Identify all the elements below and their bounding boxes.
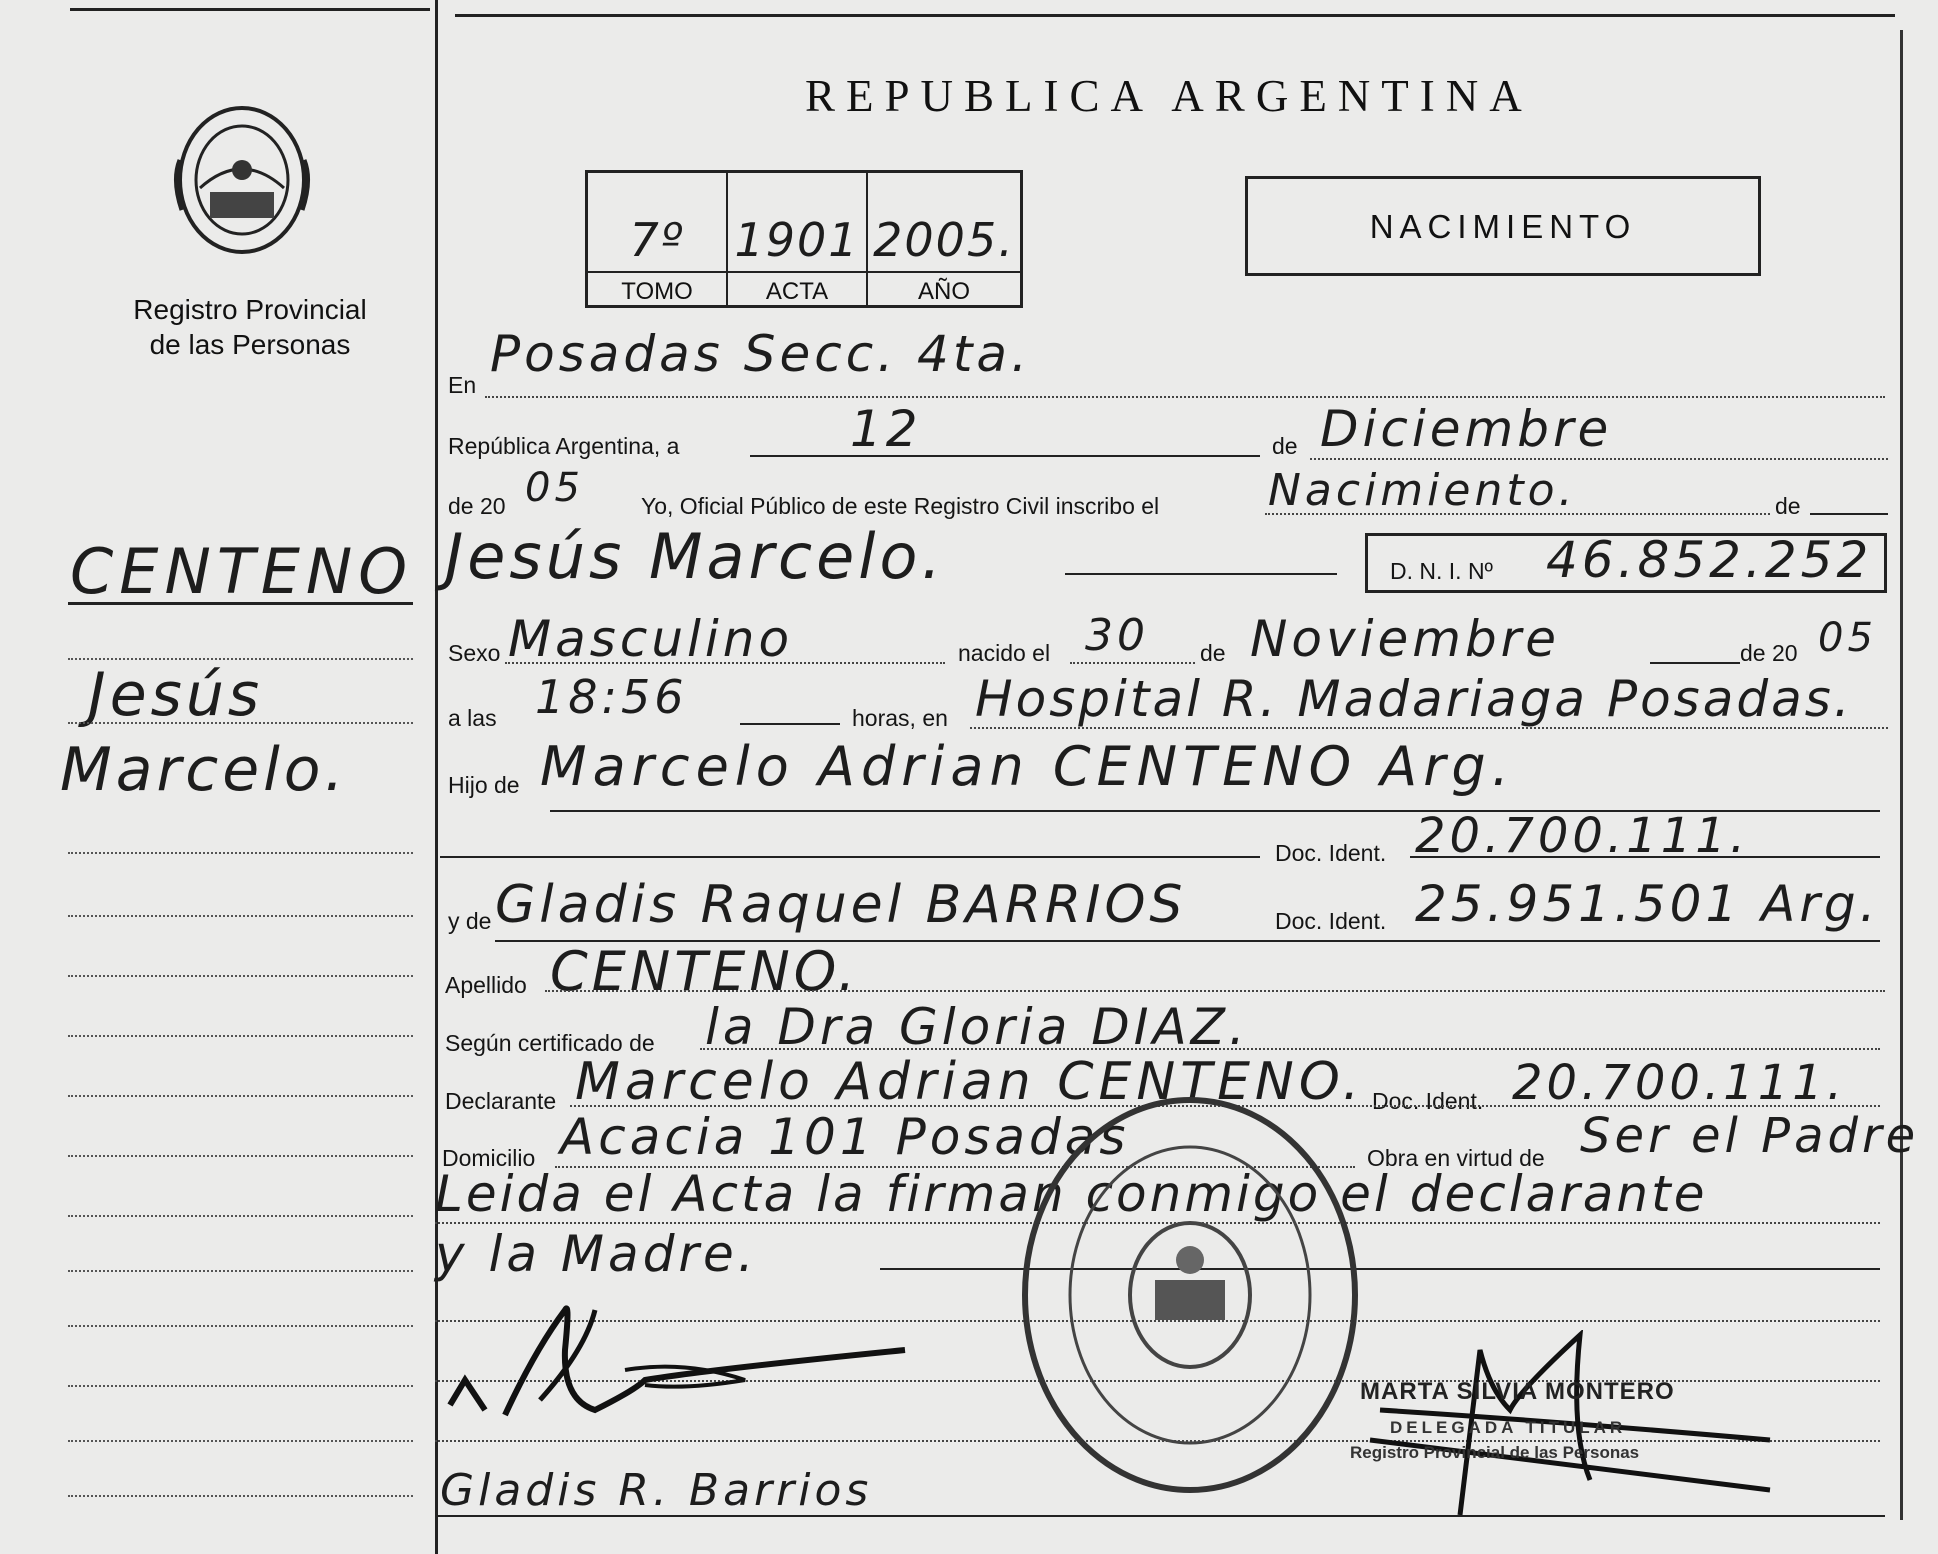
value-birth-month: Noviembre bbox=[1250, 610, 1560, 668]
official-stamp-icon bbox=[1015, 1090, 1365, 1500]
top-rule-right bbox=[455, 14, 1895, 17]
label-inscribo: Yo, Oficial Público de este Registro Civil inscribo el bbox=[641, 493, 1160, 519]
label-segun: Según certificado de bbox=[445, 1030, 655, 1056]
value-birth-day: 30 bbox=[1085, 610, 1149, 661]
mother-signature: Gladis R. Barrios bbox=[440, 1465, 873, 1516]
value-year: 05 bbox=[525, 465, 584, 511]
label-nacido: nacido el bbox=[958, 640, 1051, 666]
anio-value: 2005. bbox=[873, 213, 1015, 267]
label-apellido: Apellido bbox=[445, 972, 527, 998]
value-declarant: Marcelo Adrian CENTENO. bbox=[575, 1052, 1365, 1112]
label-en: En bbox=[448, 372, 477, 398]
value-surname: CENTENO. bbox=[550, 940, 860, 1003]
registry-title-line1: Registro Provincial bbox=[133, 294, 367, 325]
value-father-doc: 20.700.111. bbox=[1415, 808, 1750, 864]
rule-line bbox=[1810, 513, 1888, 515]
dotted-line bbox=[485, 396, 1885, 398]
rule-line bbox=[440, 856, 1260, 858]
record-type-box: NACIMIENTO bbox=[1245, 176, 1761, 276]
margin-dotted-line bbox=[68, 1495, 413, 1497]
anio-label: AÑO bbox=[868, 271, 1020, 306]
value-act-type: Nacimiento. bbox=[1268, 465, 1577, 516]
margin-surname: CENTENO bbox=[70, 535, 414, 608]
label-de-2: de bbox=[1775, 493, 1801, 519]
record-id-box bbox=[585, 170, 1023, 308]
margin-dotted-line bbox=[68, 975, 413, 977]
margin-dotted-line bbox=[68, 1215, 413, 1217]
officer-title: DELEGADA TITULAR bbox=[1390, 1418, 1627, 1437]
label-dni: D. N. I. Nº bbox=[1390, 558, 1493, 584]
acta-label: ACTA bbox=[728, 271, 866, 306]
document-title: REPUBLICA ARGENTINA bbox=[805, 71, 1533, 121]
rule-line bbox=[750, 455, 1260, 457]
right-border bbox=[1900, 30, 1903, 1520]
dotted-line bbox=[700, 1048, 1880, 1050]
tomo-cell bbox=[588, 173, 728, 305]
tomo-label: TOMO bbox=[588, 271, 726, 306]
label-hijo: Hijo de bbox=[448, 772, 520, 798]
margin-dotted-line bbox=[68, 658, 413, 660]
label-alas: a las bbox=[448, 705, 497, 731]
provincial-seal-icon bbox=[170, 100, 315, 260]
margin-dotted-line bbox=[68, 1385, 413, 1387]
label-domicilio: Domicilio bbox=[442, 1145, 536, 1171]
value-address: Acacia 101 Posadas bbox=[560, 1108, 1130, 1166]
note-line-1: Leida el Acta la firman conmigo el declarante bbox=[435, 1165, 1708, 1223]
margin-dotted-line bbox=[68, 1440, 413, 1442]
value-birth-year: 05 bbox=[1818, 615, 1877, 661]
value-dni: 46.852.252 bbox=[1546, 531, 1873, 589]
dni-box bbox=[1365, 533, 1887, 593]
label-de20: de 20 bbox=[448, 493, 506, 519]
label-de: de bbox=[1272, 433, 1298, 459]
value-child-name: Jesús Marcelo. bbox=[445, 520, 946, 593]
label-de20-2: de 20 bbox=[1740, 640, 1798, 666]
label-doc-ident-2: Doc. Ident. bbox=[1275, 908, 1387, 934]
value-certified-by: la Dra Gloria DIAZ. bbox=[705, 998, 1249, 1056]
value-month: Diciembre bbox=[1320, 400, 1613, 458]
anio-cell bbox=[868, 173, 1020, 305]
label-republica: República Argentina, a bbox=[448, 433, 680, 459]
dotted-line bbox=[1310, 458, 1888, 460]
margin-dotted-line bbox=[68, 1325, 413, 1327]
label-yde: y de bbox=[448, 908, 492, 934]
value-sex: Masculino bbox=[508, 610, 794, 668]
dotted-line bbox=[970, 727, 1888, 729]
label-de-3: de bbox=[1200, 640, 1226, 666]
note-line-2: y la Madre. bbox=[435, 1225, 758, 1283]
acta-value: 1901 bbox=[734, 213, 860, 267]
label-doc-ident-3: Doc. Ident. bbox=[1372, 1088, 1484, 1114]
declarant-signature-icon bbox=[445, 1290, 915, 1440]
margin-dotted-line bbox=[68, 1270, 413, 1272]
dotted-line bbox=[1070, 662, 1195, 664]
margin-given-name-1: Jesús bbox=[88, 660, 264, 730]
rule-line bbox=[1650, 662, 1740, 664]
label-sexo: Sexo bbox=[448, 640, 501, 666]
value-birth-time: 18:56 bbox=[535, 670, 688, 724]
margin-dotted-line bbox=[68, 1155, 413, 1157]
margin-given-name-2: Marcelo. bbox=[60, 735, 348, 805]
dotted-line bbox=[505, 662, 945, 664]
label-doc-ident-1: Doc. Ident. bbox=[1275, 840, 1387, 866]
registry-title-line2: de las Personas bbox=[149, 329, 351, 360]
dotted-line bbox=[1265, 513, 1770, 515]
value-place: Posadas Secc. 4ta. bbox=[490, 325, 1031, 383]
margin-dotted-line bbox=[68, 852, 413, 854]
margin-dotted-line bbox=[68, 1035, 413, 1037]
margin-dotted-line bbox=[68, 722, 413, 724]
rule-line bbox=[1065, 573, 1337, 575]
tomo-value: 7º bbox=[629, 213, 685, 267]
margin-dotted-line bbox=[68, 1095, 413, 1097]
dotted-line bbox=[545, 990, 1885, 992]
officer-name: MARTA SILVIA MONTERO bbox=[1360, 1378, 1675, 1405]
margin-dotted-line bbox=[68, 915, 413, 917]
label-declarante: Declarante bbox=[445, 1088, 557, 1114]
officer-org: Registro Provincial de las Personas bbox=[1350, 1443, 1640, 1462]
rule-line bbox=[1410, 856, 1880, 858]
value-day: 12 bbox=[850, 400, 922, 458]
value-birth-place: Hospital R. Madariaga Posadas. bbox=[975, 670, 1853, 728]
value-declarant-doc: 20.700.111. bbox=[1512, 1055, 1847, 1111]
value-father: Marcelo Adrian CENTENO Arg. bbox=[540, 735, 1515, 798]
value-mother-doc: 25.951.501 Arg. bbox=[1415, 875, 1880, 933]
registry-title bbox=[90, 292, 410, 362]
label-horas: horas, en bbox=[852, 705, 948, 731]
acta-cell bbox=[728, 173, 868, 305]
rule-line bbox=[740, 723, 840, 725]
margin-rule bbox=[68, 602, 413, 605]
value-by-virtue: Ser el Padre bbox=[1580, 1108, 1920, 1164]
value-mother: Gladis Raquel BARRIOS bbox=[495, 875, 1187, 935]
label-obra: Obra en virtud de bbox=[1367, 1145, 1545, 1171]
